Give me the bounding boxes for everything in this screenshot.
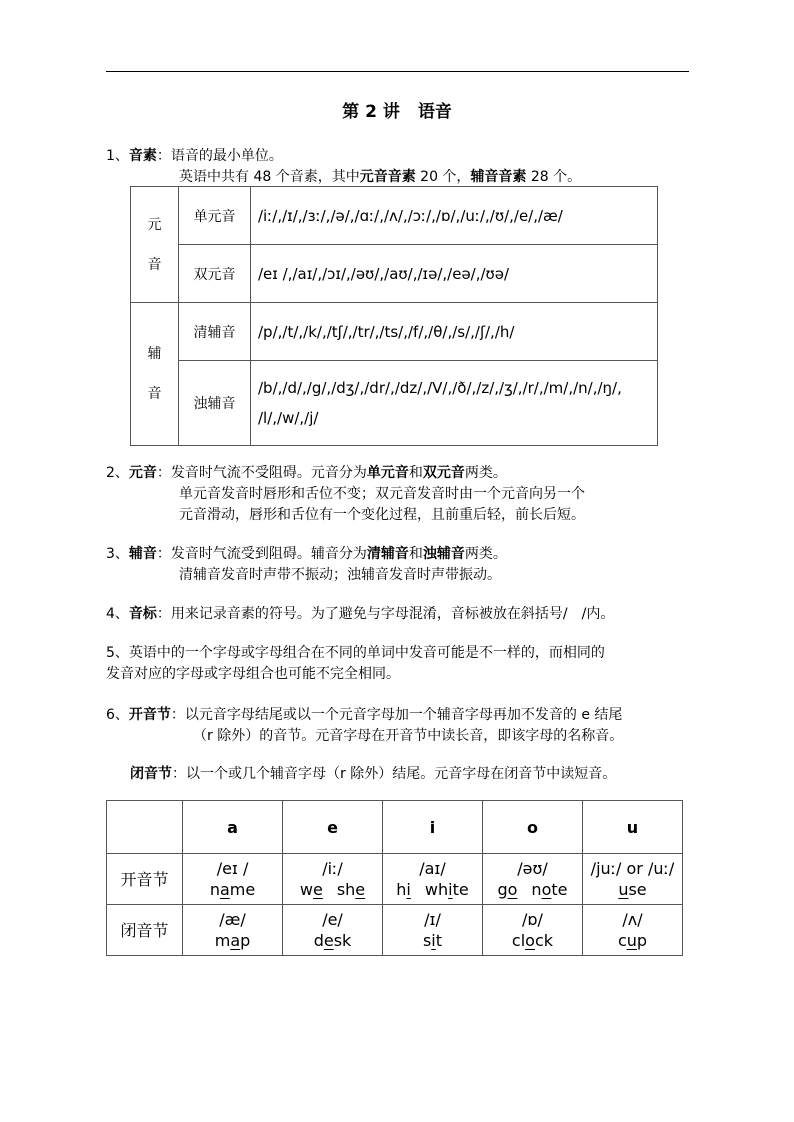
section-2-line-2: 单元音发音时唇形和舌位不变；双元音发音时由一个元音向另一个: [179, 486, 585, 502]
header-a: a: [183, 801, 283, 854]
monophthong-label: 单元音: [179, 187, 251, 245]
ipa-text: /juː/ or /uː/: [590, 859, 675, 878]
voiceless-consonant-label: 清辅音: [179, 303, 251, 361]
example-word: hi: [396, 880, 411, 899]
voiced-consonant-ipa: /b/,/d/,/g/,/dʒ/,/dr/,/dz/,/V/,/ð/,/z/,/ʒ/,/r/,/m/,/n/,/ŋ/, /l/,/w/,/j/: [251, 361, 658, 446]
underlined-letter: o: [525, 931, 535, 950]
title-sub: 语音: [417, 102, 452, 122]
section-3-line-1: 3、辅音：发音时气流受到阻碍。辅音分为清辅音和浊辅音两类。: [106, 546, 507, 562]
header-u: u: [582, 801, 682, 854]
closed-cell-o: [482, 905, 582, 956]
underlined-letter: e: [323, 931, 334, 950]
underlined-letter: i: [431, 931, 436, 950]
closed-cell-e: [283, 905, 383, 956]
open-cell-o: [482, 854, 582, 905]
consonant-category-cell: 辅 音: [131, 303, 179, 446]
example-words: [283, 930, 382, 951]
underlined-letter: e: [312, 880, 323, 899]
voiced-consonant-label: 浊辅音: [179, 361, 251, 446]
underlined-letter: a: [219, 880, 230, 899]
example-words: [483, 879, 582, 900]
section-6-closed-syllable: 闭音节：以一个或几个辅音字母（r 除外）结尾。元音字母在闭音节中读短音。: [130, 766, 617, 782]
page-title: [0, 97, 794, 122]
underlined-letter: o: [541, 880, 552, 899]
voiceless-consonant-ipa: /p/,/t/,/k/,/tʃ/,/tr/,/ts/,/f/,/θ/,/s/,/ʃ/,/h/: [251, 303, 658, 361]
section-5-line-1: 5、英语中的一个字母或字母组合在不同的单词中发音可能是不一样的，而相同的: [106, 645, 605, 661]
closed-cell-a: [183, 905, 283, 956]
example-word: cup: [617, 931, 648, 950]
ipa-text: /e/: [322, 910, 343, 929]
underlined-letter: a: [230, 931, 241, 950]
example-words: [383, 930, 482, 951]
open-cell-i: [383, 854, 483, 905]
underlined-letter: o: [507, 880, 518, 899]
example-word: note: [531, 880, 568, 899]
example-words: [183, 930, 282, 951]
header-o: o: [482, 801, 582, 854]
section-6-line-2: （r 除外）的音节。元音字母在开音节中读长音，即该字母的名称音。: [193, 728, 624, 744]
underlined-letter: u: [626, 931, 637, 950]
example-words: [183, 879, 282, 900]
section-6-line-1: 6、开音节：以元音字母结尾或以一个元音字母加一个辅音字母再加不发音的 e 结尾: [106, 707, 623, 723]
header-e: e: [283, 801, 383, 854]
ipa-text: /eɪ /: [216, 859, 249, 878]
header-rule: [106, 71, 689, 72]
example-words: [383, 879, 482, 900]
example-word: she: [336, 880, 366, 899]
section-1-line-2: 英语中共有 48 个音素，其中元音音素 20 个，辅音音素 28 个。: [179, 169, 582, 185]
example-words: [283, 879, 382, 900]
underlined-letter: i: [406, 880, 411, 899]
example-word: desk: [313, 931, 352, 950]
example-words: [583, 930, 682, 951]
closed-cell-i: [383, 905, 483, 956]
example-words: [483, 930, 582, 951]
example-word: we: [299, 880, 323, 899]
monophthong-ipa: /iː/,/ɪ/,/ɜː/,/ə/,/ɑː/,/ʌ/,/ɔː/,/ɒ/,/uː/,/ʊ/,/e/,/æ/: [251, 187, 658, 245]
example-word: map: [214, 931, 251, 950]
example-words: [583, 879, 682, 900]
phoneme-table: [130, 186, 658, 446]
section-2-line-3: 元音滑动，唇形和舌位有一个变化过程，且前重后轻，前长后短。: [179, 507, 585, 523]
underlined-letter: e: [355, 880, 366, 899]
ipa-text: /ɪ/: [424, 910, 441, 929]
section-3-line-2: 清辅音发音时声带不振动；浊辅音发音时声带振动。: [179, 567, 501, 583]
underlined-letter: u: [618, 880, 629, 899]
ipa-text: /əʊ/: [517, 859, 548, 878]
open-syllable-label: 开音节: [107, 854, 183, 905]
ipa-text: /iː/: [322, 859, 343, 878]
section-1-line-1: 1、音素：语音的最小单位。: [106, 148, 283, 164]
corner-cell: [107, 801, 183, 854]
example-word: white: [424, 880, 469, 899]
example-word: name: [209, 880, 256, 899]
open-cell-a: [183, 854, 283, 905]
example-word: sit: [422, 931, 443, 950]
section-2-line-1: 2、元音：发音时气流不受阻碍。元音分为单元音和双元音两类。: [106, 465, 507, 481]
vowel-category-cell: 元 音: [131, 187, 179, 303]
section-4-line-1: 4、音标：用来记录音素的符号。为了避免与字母混淆，音标被放在斜括号/ /内。: [106, 606, 615, 622]
header-i: i: [383, 801, 483, 854]
ipa-text: /æ/: [219, 910, 246, 929]
ipa-text: /aɪ/: [419, 859, 446, 878]
section-5-line-2: 发音对应的字母或字母组合也可能不完全相同。: [106, 666, 400, 682]
example-word: go: [497, 880, 518, 899]
syllable-table: [106, 800, 683, 956]
diphthong-label: 双元音: [179, 245, 251, 303]
ipa-text: /ɒ/: [522, 910, 543, 929]
example-word: use: [618, 880, 647, 899]
ipa-text: /ʌ/: [622, 910, 643, 929]
closed-cell-u: [582, 905, 682, 956]
example-word: clock: [511, 931, 554, 950]
underlined-letter: i: [448, 880, 453, 899]
title-main: 第 2 讲: [342, 102, 400, 122]
open-cell-e: [283, 854, 383, 905]
closed-syllable-label: 闭音节: [107, 905, 183, 956]
open-cell-u: [582, 854, 682, 905]
diphthong-ipa: /eɪ /,/aɪ/,/ɔɪ/,/əʊ/,/aʊ/,/ɪə/,/eə/,/ʊə/: [251, 245, 658, 303]
